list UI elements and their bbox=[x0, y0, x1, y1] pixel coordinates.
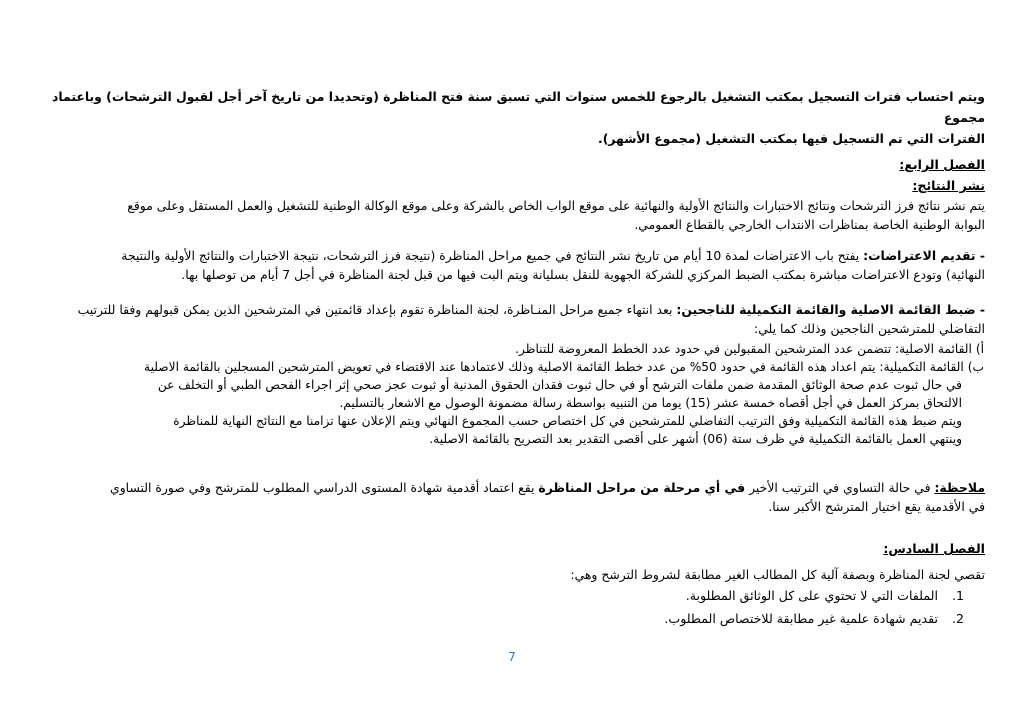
lists-line-1: بعد انتهاء جميع مراحل المنـاظرة، لجنة المناظرة تقوم بإعداد قائمتين في المترشحين الذين يمكن قبولهم وفقا للترتيب bbox=[77, 302, 673, 317]
chapter-6-title: الفصل السادس: bbox=[883, 541, 985, 556]
item-number: 1. bbox=[951, 588, 964, 603]
note-text-bold: في أي مرحلة من مراحل المناظرة bbox=[538, 480, 746, 495]
results-line-1: يتم نشر نتائج فرز الترشحات ونتائج الاختبارات والنتائج الأولية والنهائية على موقع الواب الخاص بالشركة وعلى موقع الوكالة الوطنية للتشغيل والعمل المستقل وعلى موقع bbox=[127, 198, 985, 213]
note-text-pre: في حالة التساوي في الترتيب الأخير bbox=[745, 480, 935, 495]
objections-line-1: يفتح باب الاعتراضات لمدة 10 أيام من تاريخ نشر النتائج في جميع مراحل المناظرة (نتيجة فرز الترشحات، نتيجة الاختبارات والنتائج الأولية والنتيجة bbox=[121, 248, 860, 263]
results-paragraph bbox=[40, 196, 985, 234]
results-line-2: البوابة الوطنية الخاصة بمناظرات الانتداب الخارجي بالقطاع العمومي. bbox=[634, 217, 985, 232]
item-b-line-3: الالتحاق بمركز العمل في أجل أقصاه خمسة عشر (15) يوما من التنبيه بواسطة رسالة مضمونة الوصول مع الاشعار بالتسليم. bbox=[339, 396, 962, 410]
list-item bbox=[686, 586, 964, 606]
page-number: 7 bbox=[508, 650, 516, 664]
objections-label: - تقديم الاعتراضات: bbox=[863, 248, 985, 263]
intro-line-1: ويتم احتساب فترات التسجيل بمكتب التشغيل بالرجوع للخمس سنوات التي تسبق سنة فتح المناظرة (وتحديدا من تاريخ آخر أجل لقبول الترشحات) وباعتماد مجموع bbox=[52, 89, 985, 125]
item-b-line-5: وينتهي العمل بالقائمة التكميلية في ظرف ستة (06) أشهر على أقصى التقدير بعد التصريح بالقائمة الاصلية. bbox=[429, 432, 962, 446]
item-a-text: القائمة الاصلية: تتضمن عدد المترشحين المقبولين في حدود عدد الخطط المعروضة للتناظر. bbox=[515, 342, 972, 356]
chapter-6-intro: تقصي لجنة المناظرة وبصفة آلية كل المطالب الغير مطابقة لشروط الترشح وهي: bbox=[570, 567, 985, 582]
intro-paragraph bbox=[40, 86, 985, 149]
objections-line-2: النهائية) وتودع الاعتراضات مباشرة بمكتب الضبط المركزي للشركة الجهوية للنقل بسليانة ويتم البت فيها من قبل لجنة المناظرة في أجل 7 أيام من توصلها بها. bbox=[181, 267, 985, 282]
item-b-marker: ب) bbox=[967, 360, 984, 374]
chapter-6-header bbox=[40, 538, 985, 559]
item-b-line-4: ويتم ضبط هذه القائمة التكميلية وفق الترتيب التفاضلي للمترشحين في كل اختصاص حسب المجموع النهائي ويتم الإعلان عنها تزامنا مع النتائج النهاية للمناظرة bbox=[173, 414, 962, 428]
note-paragraph bbox=[40, 478, 985, 516]
chapter-4-title: الفصل الرابع: bbox=[899, 157, 985, 172]
list-item bbox=[664, 609, 964, 629]
chapter-4-subtitle: نشر النتائج: bbox=[912, 178, 985, 193]
lists-paragraph bbox=[40, 300, 985, 338]
list-item bbox=[40, 340, 984, 358]
note-text-post: يقع اعتماد أقدمية شهادة المستوى الدراسي المطلوب للمترشح وفي صورة التساوي bbox=[110, 480, 539, 495]
list-item bbox=[40, 358, 984, 376]
chapter-4-header bbox=[40, 154, 985, 196]
item-b-line-2: في حال ثبوت عدم صحة الوثائق المقدمة ضمن ملفات الترشح أو في حال ثبوت فقدان الحقوق المدنية أو ثبوت عجز صحي إثر اجراء الفحص الطبي أو التخلف عن bbox=[157, 378, 962, 392]
intro-line-2: الفترات التي تم التسجيل فيها بمكتب التشغيل (مجموع الأشهر). bbox=[597, 131, 985, 146]
note-label: ملاحظة: bbox=[934, 480, 985, 495]
objections-paragraph bbox=[40, 246, 985, 284]
note-line-2: في الأقدمية يقع اختيار المترشح الأكبر سنا. bbox=[768, 499, 985, 514]
lists-label: - ضبط القائمة الاصلية والقائمة التكميلية للناجحين: bbox=[676, 302, 985, 317]
item-text: تقديم شهادة علمية غير مطابقة للاختصاص المطلوب. bbox=[664, 611, 938, 626]
item-number: 2. bbox=[951, 611, 964, 626]
item-b-line-1: القائمة التكميلية: يتم اعداد هذه القائمة في حدود 50% من عدد خطط القائمة الاصلية وذلك لاعتمادها عند الاقتضاء في تعويض المترشحين المسجلين بالقائمة الاصلية bbox=[144, 360, 964, 374]
item-text: الملفات التي لا تحتوي على كل الوثائق المطلوبة. bbox=[685, 588, 938, 603]
lists-line-2: التفاضلي للمترشحين الناجحين وذلك كما يلي: bbox=[754, 321, 985, 336]
item-a-marker: أ) bbox=[975, 342, 984, 356]
lists-items bbox=[40, 340, 984, 448]
